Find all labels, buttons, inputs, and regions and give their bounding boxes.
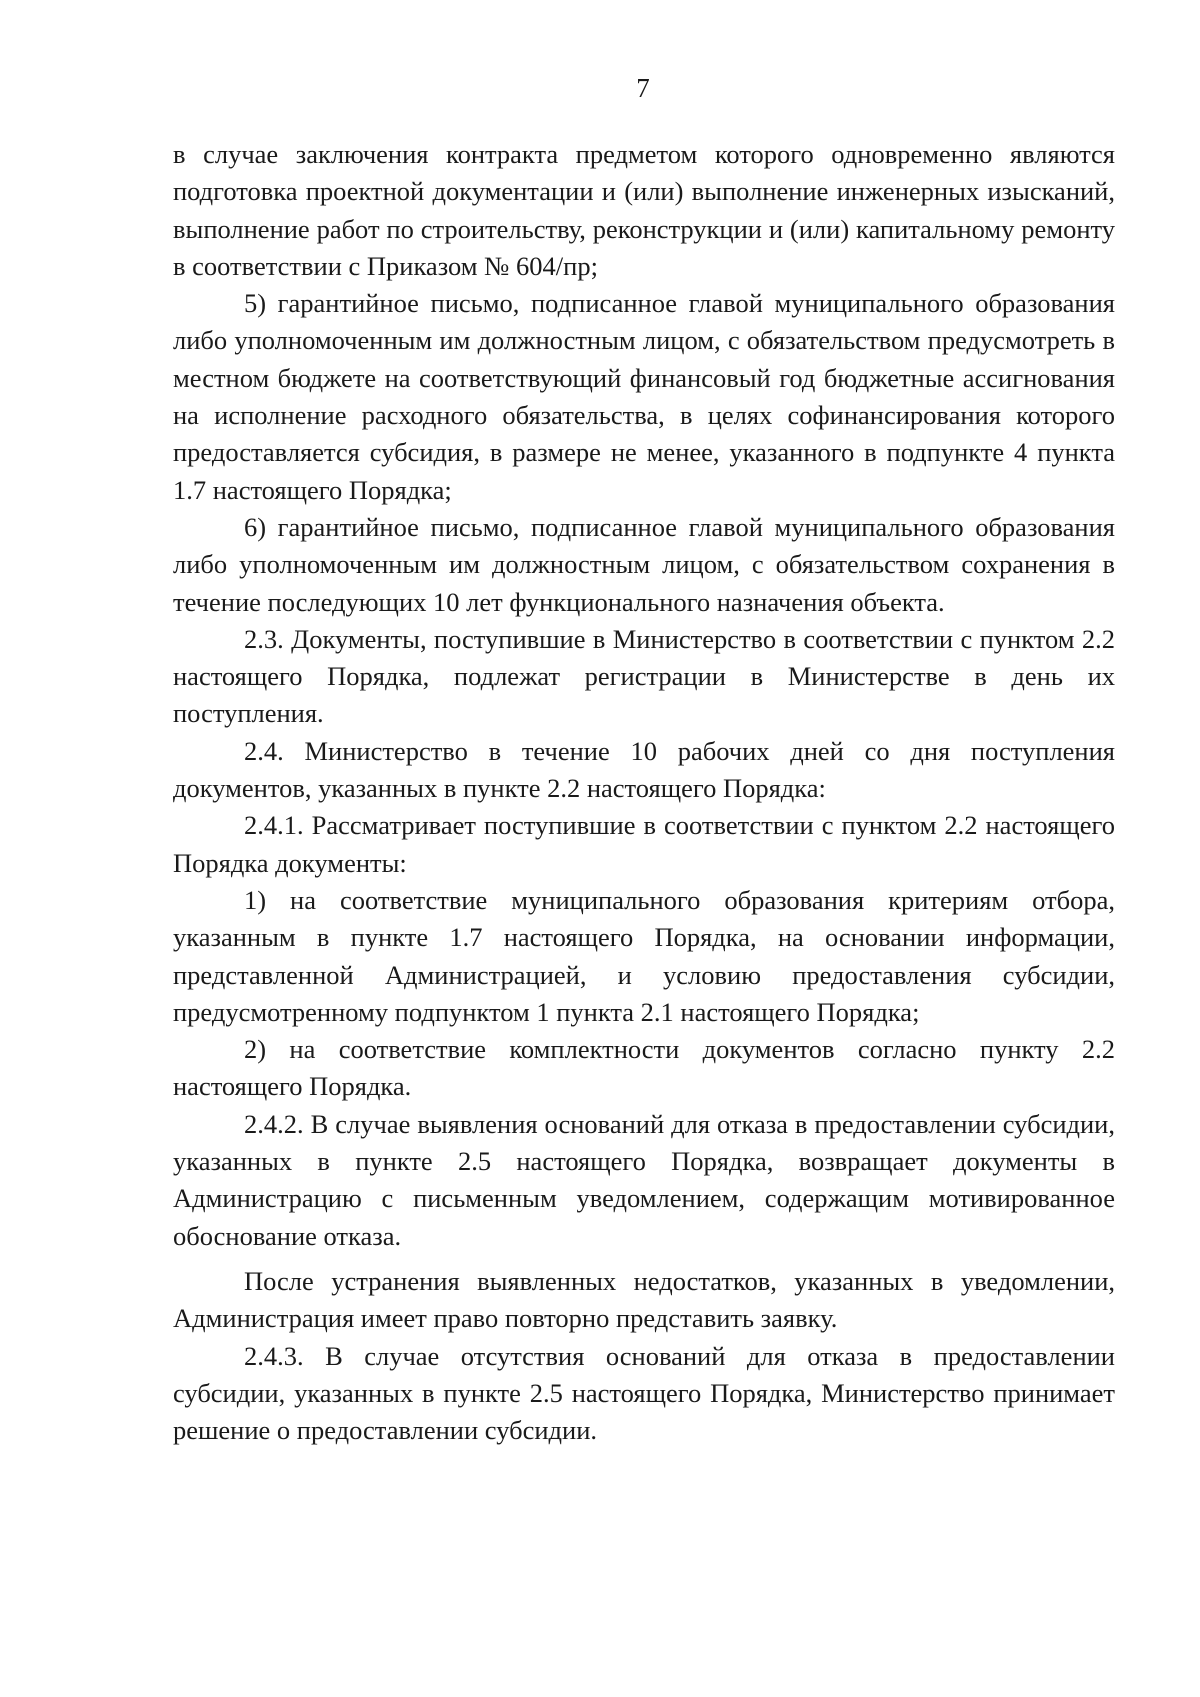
paragraph-2-4-3: 2.4.3. В случае отсутствия оснований для отказа в предоставлении субсидии, указанных в пункте 2.5 настоящего Порядка, Министерство принимает решение о предоставлении субсидии.	[173, 1340, 1115, 1446]
document-body	[173, 136, 1115, 1449]
paragraph-2-4-1-item-1: 1) на соответствие муниципального образования критериям отбора, указанным в пункте 1.7 настоящего Порядка, на основании информации, представленной Администрацией, и условию предоставления субсидии, предусмотренному подпунктом 1 пункта 2.1 настоящего Порядка;	[173, 884, 1115, 1027]
paragraph-2-3: 2.3. Документы, поступившие в Министерство в соответствии с пунктом 2.2 настоящего Порядка, подлежат регистрации в Министерстве в день их поступления.	[173, 623, 1115, 729]
paragraph-item-6: 6) гарантийное письмо, подписанное главой муниципального образования либо уполномоченным им должностным лицом, с обязательством сохранения в течение последующих 10 лет функционального назначения объекта.	[173, 511, 1115, 617]
paragraph-after-elimination: После устранения выявленных недостатков, указанных в уведомлении, Администрация имеет право повторно представить заявку.	[173, 1265, 1115, 1334]
page-number: 7	[636, 73, 650, 103]
paragraph-item-5: 5) гарантийное письмо, подписанное главой муниципального образования либо уполномоченным им должностным лицом, с обязательством предусмотреть в местном бюджете на соответствующий финансовый год бюджетные ассигнования на исполнение расходного обязательства, в целях софинансирования которого предоставляется субсидия, в размере не менее, указанного в подпункте 4 пункта 1.7 настоящего Порядка;	[173, 288, 1115, 505]
paragraph-2-4-1: 2.4.1. Рассматривает поступившие в соответствии с пунктом 2.2 настоящего Порядка документы:	[173, 810, 1115, 878]
paragraph-2-4: 2.4. Министерство в течение 10 рабочих дней со дня поступления документов, указанных в пункте 2.2 настоящего Порядка:	[173, 735, 1115, 804]
paragraph-2-4-2: 2.4.2. В случае выявления оснований для отказа в предоставлении субсидии, указанных в пункте 2.5 настоящего Порядка, возвращает документы в Администрацию с письменным уведомлением, содержащим мотивированное обоснование отказа.	[173, 1108, 1115, 1251]
paragraph-contract-continuation: в случае заключения контракта предметом которого одновременно являются подготовка проектной документации и (или) выполнение инженерных изысканий, выполнение работ по строительству, реконструкции и (или) капитальному ремонту в соответствии с Приказом № 604/пр;	[173, 139, 1115, 281]
paragraph-2-4-1-item-2: 2) на соответствие комплектности документов согласно пункту 2.2 настоящего Порядка.	[173, 1034, 1115, 1102]
